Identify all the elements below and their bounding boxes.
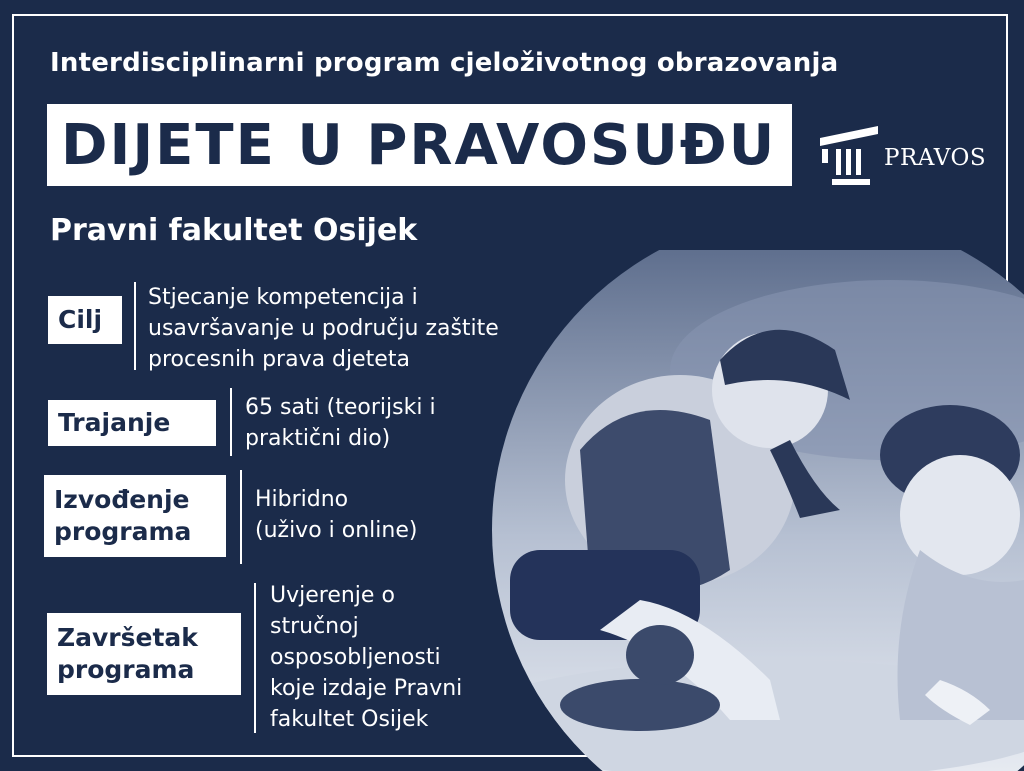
page-title: DIJETE U PRAVOSUĐU [61,112,777,178]
desc-zavrsetak: Uvjerenje o stručnoj osposobljenosti koje izdaje Pravni fakultet Osijek [270,583,463,732]
desc-izvodenje: Hibridno (uživo i online) [255,487,418,543]
divider-izvodenje [240,470,242,564]
title-box [47,104,792,186]
label-trajanje: Trajanje [48,400,216,446]
desc-trajanje: 65 sati (teorijski i praktični dio) [245,395,436,451]
divider-trajanje [230,388,232,456]
label-cilj: Cilj [48,296,122,344]
children-photo [470,250,1024,771]
label-zavrsetak: Završetak programa [47,613,241,695]
pravos-logo-icon [820,124,880,194]
label-izvodenje: Izvođenje programa [44,475,226,557]
faculty-name: Pravni fakultet Osijek [50,213,418,248]
program-subtitle: Interdisciplinarni program cjeloživotnog obrazovanja [50,48,839,78]
divider-cilj [134,282,136,370]
pravos-logo-text: PRAVOS [884,145,987,171]
desc-cilj: Stjecanje kompetencija i usavršavanje u području zaštite procesnih prava djeteta [148,285,499,372]
divider-zavrsetak [254,583,256,733]
